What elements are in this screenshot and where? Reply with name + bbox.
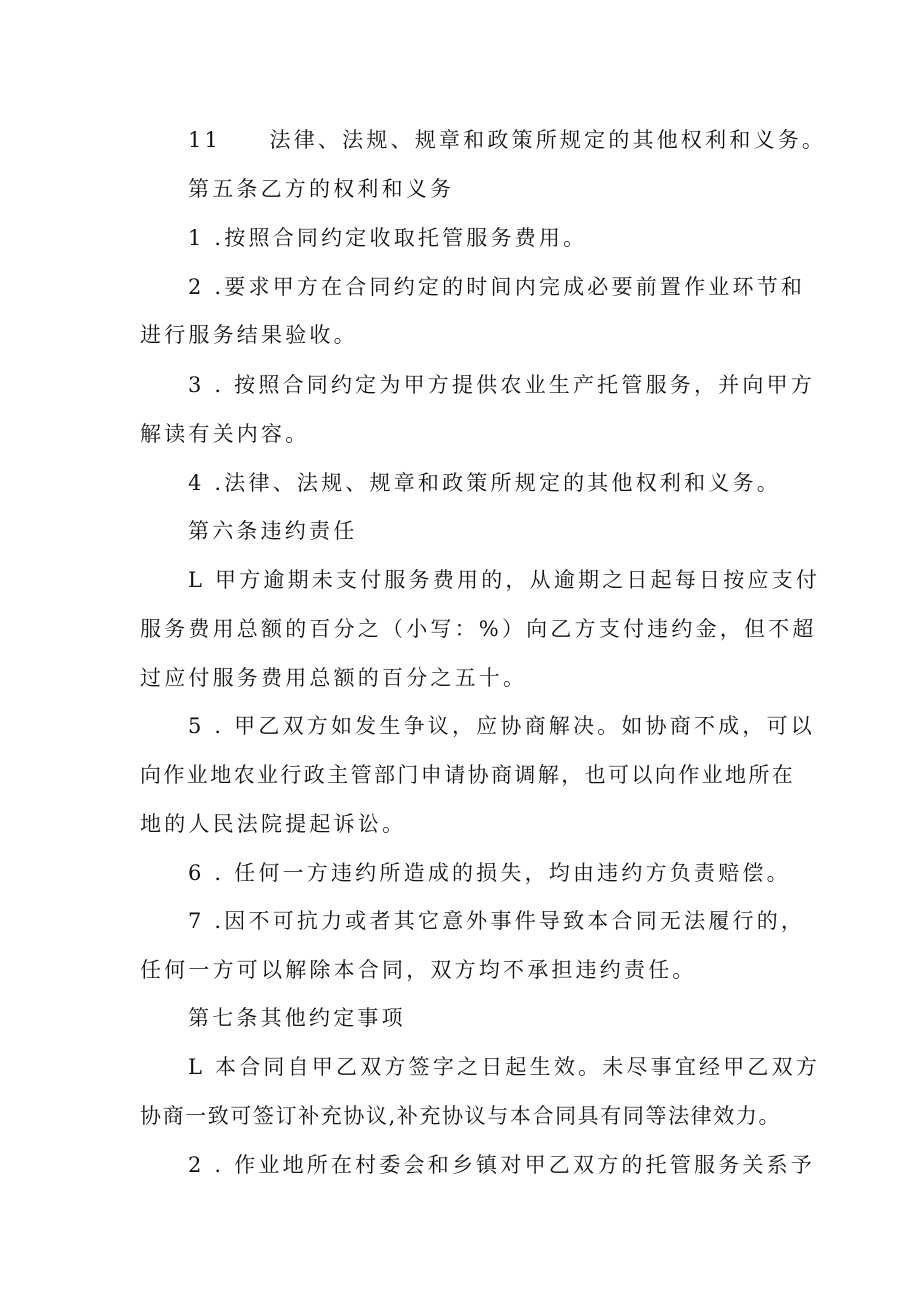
paragraph-line: 过应付服务费用总额的百分之五十。 [140,666,528,690]
section-heading: 第五条乙方的权利和义务 [188,177,455,201]
paragraph-line: 11 法律、法规、规章和政策所规定的其他权利和义务。 [188,128,827,152]
paragraph-line: 1 .按照合同约定收取托管服务费用。 [188,226,588,250]
section-heading: 第六条违约责任 [188,519,358,543]
paragraph-line: 向作业地农业行政主管部门申请协商调解，也可以向作业地所在 [140,763,796,787]
paragraph-line: 任何一方可以解除本合同，双方均不承担违约责任。 [140,958,697,982]
paragraph-line: L 本合同自甲乙双方签字之日起生效。未尽事宜经甲乙双方 [188,1055,821,1079]
paragraph-line: 3 . 按照合同约定为甲方提供农业生产托管服务，并向甲方 [188,373,815,397]
paragraph-line: 进行服务结果验收。 [140,323,358,347]
paragraph-line: 7 .因不可抗力或者其它意外事件导致本合同无法履行的， [188,909,806,933]
paragraph-line: 6 . 任何一方违约所造成的损失，均由违约方负责赔偿。 [188,861,791,885]
paragraph-line: 4 .法律、法规、规章和政策所规定的其他权利和义务。 [188,471,781,495]
paragraph-line: 协商一致可签订补充协议,补充协议与本合同具有同等法律效力。 [140,1104,782,1128]
paragraph-line: 解读有关内容。 [140,422,310,446]
paragraph-line: 地的人民法院提起诉讼。 [140,812,407,836]
paragraph-line: 服务费用总额的百分之（小写：%）向乙方支付违约金，但不超 [140,617,817,641]
paragraph-line: 2 . 作业地所在村委会和乡镇对甲乙双方的托管服务关系予 [188,1153,815,1177]
paragraph-line: 2 .要求甲方在合同约定的时间内完成必要前置作业环节和 [188,275,806,299]
paragraph-line: L 甲方逾期未支付服务费用的，从逾期之日起每日按应支付 [188,568,821,592]
paragraph-line: 5 . 甲乙双方如发生争议，应协商解决。如协商不成，可以 [188,714,815,738]
section-heading: 第七条其他约定事项 [188,1006,406,1030]
